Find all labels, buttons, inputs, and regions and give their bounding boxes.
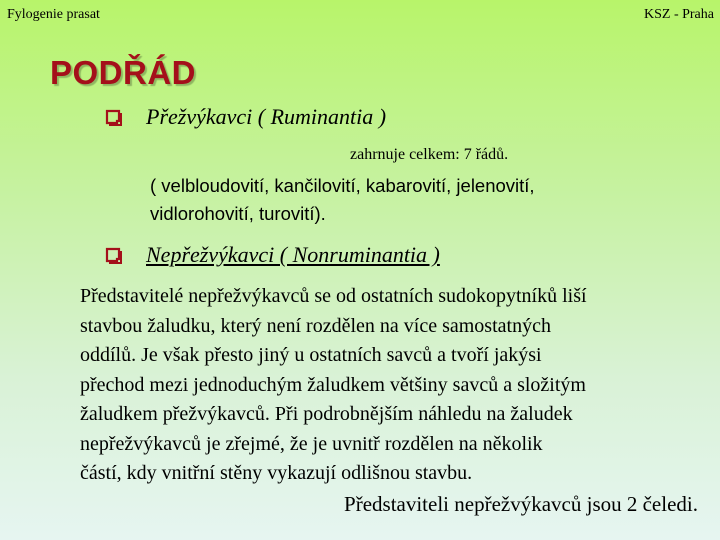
page-title: PODŘÁD <box>50 54 197 91</box>
description-line: Představitelé nepřežvýkavců se od ostatních sudokopytníků liší <box>80 285 587 307</box>
checkbox-bullet-icon <box>104 108 122 126</box>
ruminantia-summary: zahrnuje celkem: 7 řádů. <box>350 146 509 163</box>
description-line: částí, kdy vnitřní stěny vykazují odlišnou stavbu. <box>80 462 473 484</box>
header-left-text: Fylogenie prasat <box>7 7 100 22</box>
description-line: nepřežvýkavců je zřejmé, že je uvnitř rozdělen na několik <box>80 432 543 455</box>
description-line: stavbou žaludku, který není rozdělen na více samostatných <box>80 314 551 337</box>
families-line: ( velbloudovití, kančilovití, kabarovití, jelenovití, <box>150 175 535 196</box>
description-line: žaludkem přežvýkavců. Při podrobnějším náhledu na žaludek <box>80 403 573 425</box>
ruminantia-families <box>150 172 670 228</box>
section-heading-ruminantia: Přežvýkavci ( Ruminantia ) <box>146 104 387 129</box>
description-line: oddílů. Je však přesto jiný u ostatních savců a tvoří jakýsi <box>80 344 542 366</box>
checkbox-bullet-icon <box>104 246 122 264</box>
families-line: vidlorohovití, turovití). <box>150 203 326 224</box>
description-line: přechod mezi jednoduchým žaludkem většiny savců a složitým <box>80 373 586 396</box>
section-heading-nonruminantia: Nepřežvýkavci ( Nonruminantia ) <box>146 242 440 267</box>
header-right-text: KSZ - Praha <box>644 7 714 22</box>
closing-statement: Představiteli nepřežvýkavců jsou 2 čeledi. <box>344 492 698 516</box>
nonruminantia-description <box>80 282 700 489</box>
